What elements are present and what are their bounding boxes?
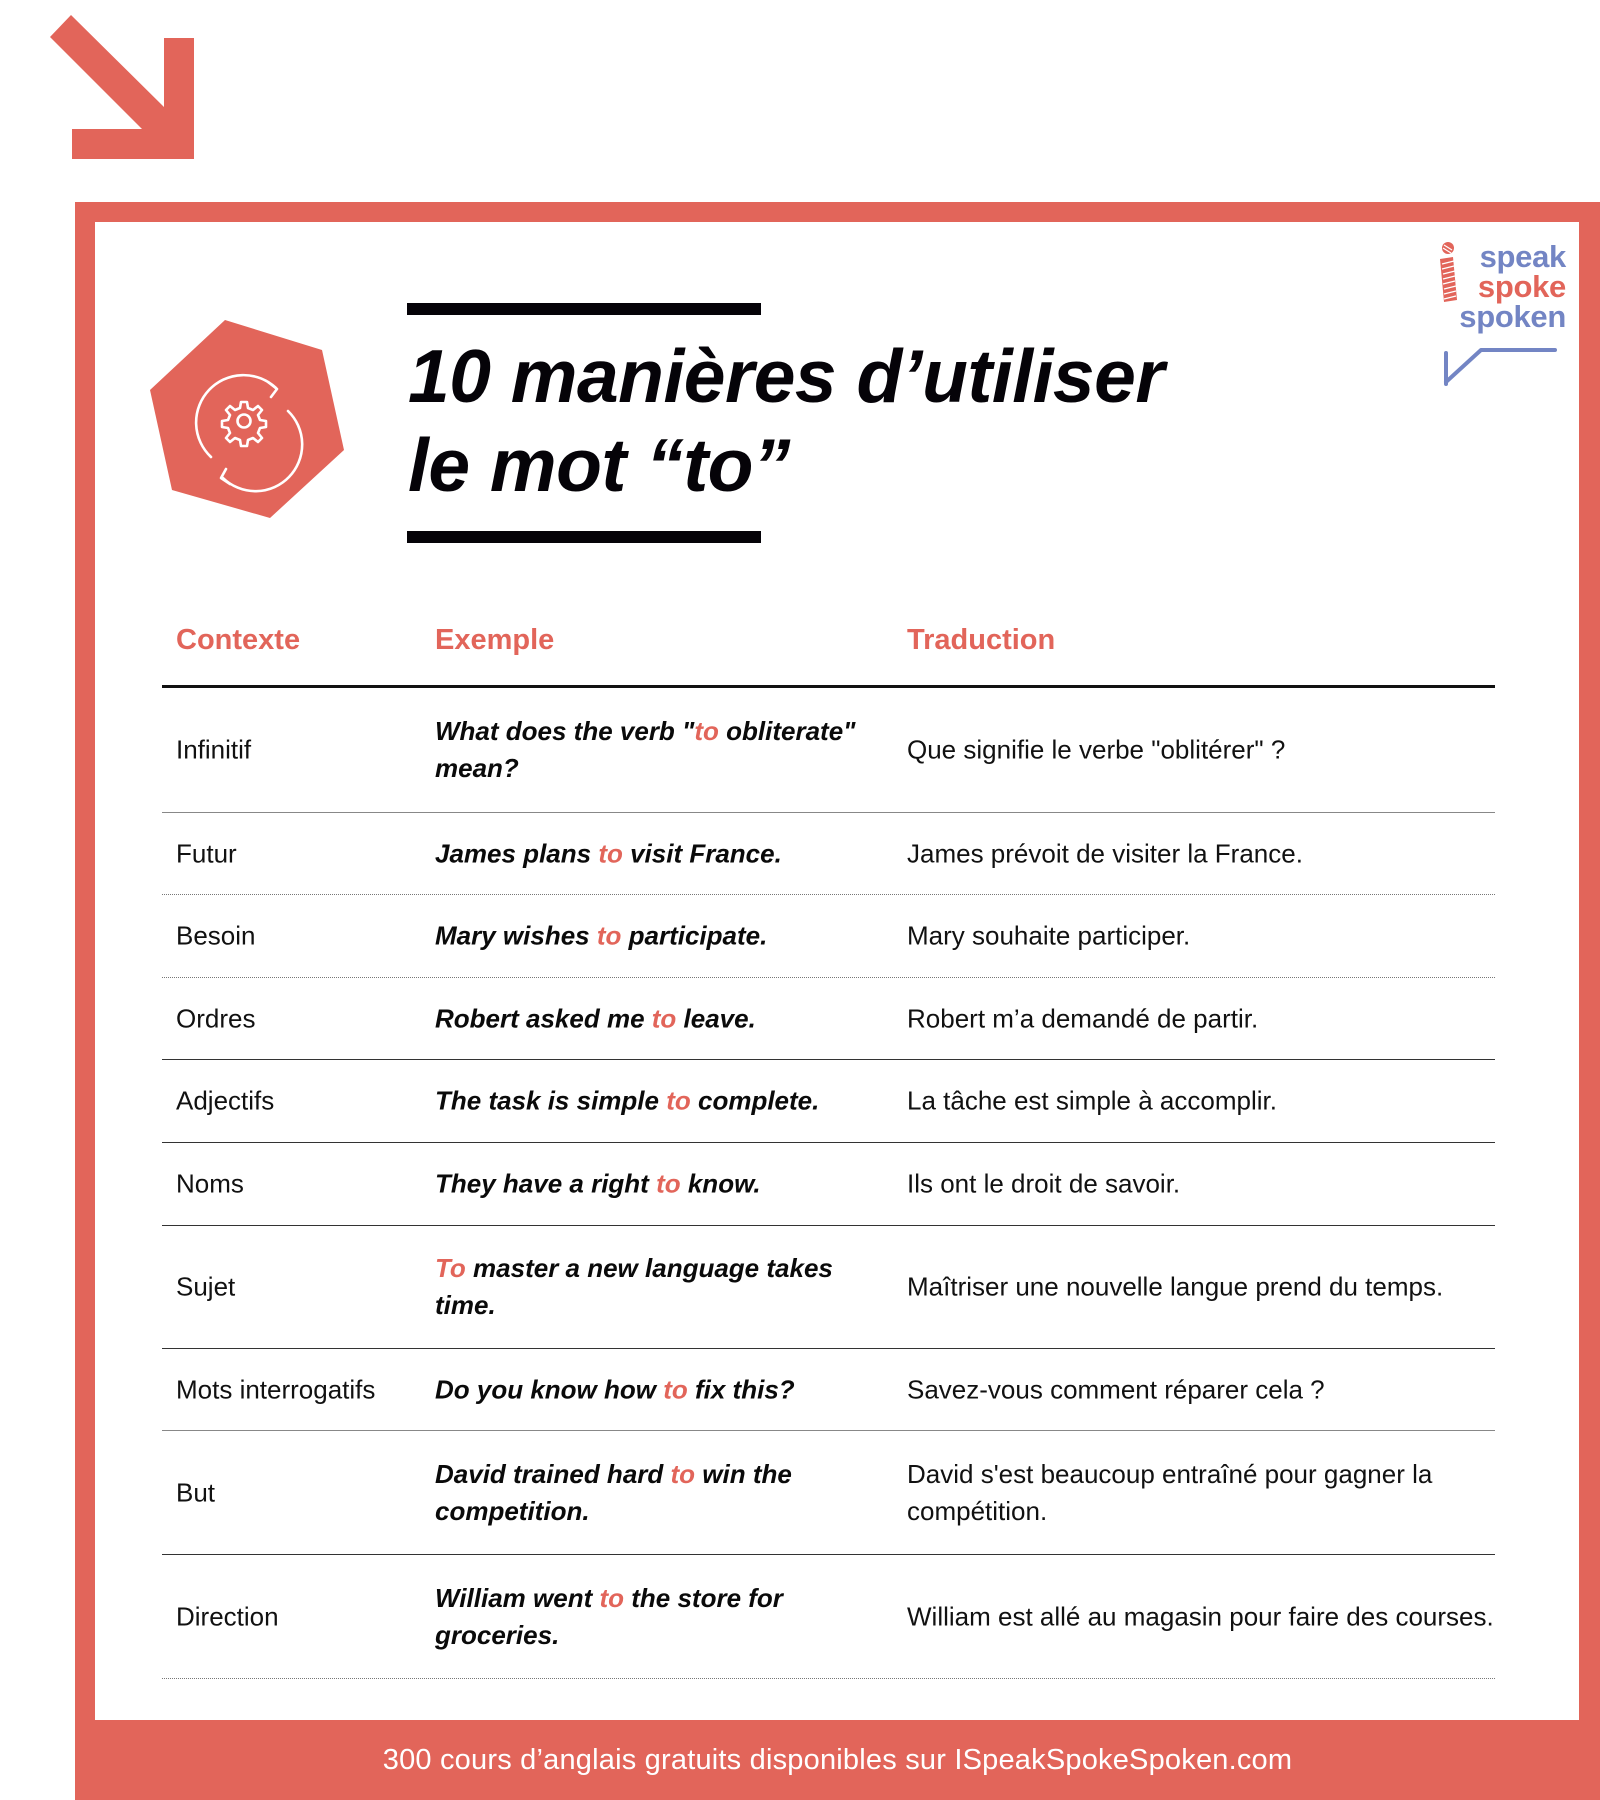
row-example: The task is simple to complete. [435,1085,820,1116]
row-context: Besoin [176,920,256,951]
row-example: They have a right to know. [435,1168,761,1199]
row-example: What does the verb "to obliterate" mean? [435,716,856,783]
row-example: Robert asked me to leave. [435,1003,756,1033]
highlight-to: to [651,1003,677,1033]
table-row [162,1143,1495,1226]
row-translation: Robert m’a demandé de partir. [907,1003,1259,1033]
footer-promo: 300 cours d’anglais gratuits disponibles sur ISpeakSpokeSpoken.com [382,1743,1293,1776]
row-example: Do you know how to fix this? [435,1374,795,1404]
table-row [162,813,1495,895]
row-context: Adjectifs [176,1085,275,1116]
highlight-to: to [670,1458,696,1489]
row-context: But [176,1477,216,1507]
row-example: James plans to visit France. [435,838,782,868]
row-example: To master a new language takes time. [435,1253,833,1320]
row-example: David trained hard to win the competition. [435,1458,792,1526]
row-translation: David s'est beaucoup entraîné pour gagner la compétition. [907,1458,1433,1526]
row-context: Mots interrogatifs [176,1374,376,1404]
table-row [162,978,1495,1060]
logo-speak: speak [1479,239,1566,274]
row-translation: Ils ont le droit de savoir. [907,1168,1181,1199]
header-contexte: Contexte [176,624,301,656]
gear-refresh-icon [145,315,350,525]
title-line-1: 10 manières d’utiliser [408,334,1165,418]
title-line-2: le mot “to” [408,423,790,507]
row-example: William went to the store for groceries. [435,1582,783,1650]
logo-spoken: spoken [1459,299,1566,334]
page-title [408,332,1164,510]
title-bar-bottom [407,531,761,543]
title-bar-top [407,303,761,315]
table-row [162,1349,1495,1431]
table-row [162,1226,1495,1349]
table-row [162,1060,1495,1143]
table-row [162,1431,1495,1555]
row-context: Noms [176,1168,244,1199]
row-translation: Que signifie le verbe "oblitérer" ? [907,734,1286,765]
highlight-to: to [694,716,719,746]
row-translation: Maîtriser une nouvelle langue prend du temps. [907,1271,1444,1302]
row-context: Sujet [176,1271,236,1302]
row-context: Infinitif [176,734,252,765]
speech-bubble-tail-icon [1446,350,1555,384]
highlight-to: To [435,1253,466,1283]
row-example: Mary wishes to participate. [435,920,768,951]
logo-spoke: spoke [1477,269,1566,304]
header-traduction: Traduction [907,624,1056,656]
highlight-to: to [598,838,623,868]
table-row [162,1555,1495,1679]
row-translation: William est allé au magasin pour faire des courses. [907,1601,1494,1631]
arrow-down-right-icon [0,0,220,180]
table-row [162,895,1495,978]
highlight-to: to [656,1168,681,1199]
row-translation: La tâche est simple à accomplir. [907,1085,1277,1116]
highlight-to: to [599,1582,625,1613]
row-translation: James prévoit de visiter la France. [907,838,1303,868]
row-translation: Mary souhaite participer. [907,920,1191,951]
row-context: Futur [176,838,237,868]
row-translation: Savez-vous comment réparer cela ? [907,1374,1325,1404]
row-context: Direction [176,1601,279,1631]
highlight-to: to [663,1374,688,1404]
table-header [162,612,1495,688]
usage-table [162,612,1495,1679]
header-exemple: Exemple [435,624,555,656]
i-letter-icon [1440,242,1457,302]
highlight-to: to [596,920,622,951]
brand-logo [1436,238,1566,388]
row-context: Ordres [176,1003,256,1033]
table-row [162,688,1495,813]
highlight-to: to [666,1085,691,1116]
